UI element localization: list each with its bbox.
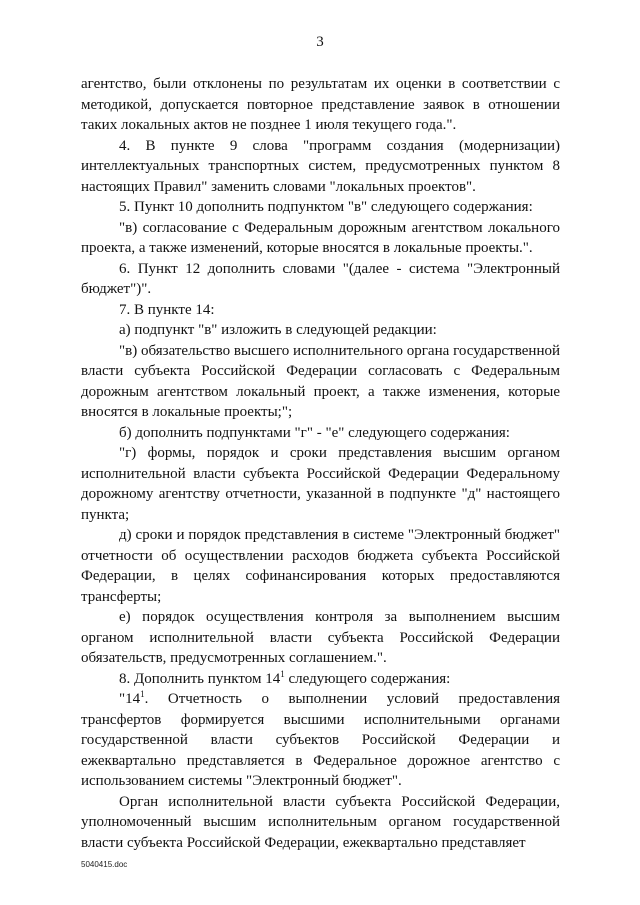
paragraph-subitem-g: "г) формы, порядок и сроки представления высшим органом исполнительной власти субъекта Российской Федерации Федеральному дорожному агентству отчетности, указанной в подпункте "д" настоящего пункта; <box>81 445 560 523</box>
page-number: 3 <box>316 34 324 50</box>
paragraph-item-14-1 <box>81 689 560 792</box>
paragraph-item-14-1-sup: 1 <box>140 689 145 699</box>
paragraph-item-8 <box>81 669 560 690</box>
paragraph-item-7b: б) дополнить подпунктами "г" - "е" следующего содержания: <box>119 424 510 441</box>
paragraph-subitem-e: е) порядок осуществления контроля за выполнением высшим органом исполнительной власти субъекта Российской Федерации обязательств, предусмотренных соглашением.". <box>81 609 560 666</box>
paragraph-subitem-d: д) сроки и порядок представления в системе "Электронный бюджет" отчетности об осуществлении расходов бюджета субъекта Российской Федерации, в целях софинансирования которых предоставляются трансферты; <box>81 527 560 605</box>
paragraph-item-5: 5. Пункт 10 дополнить подпунктом "в" следующего содержания: <box>119 199 533 215</box>
paragraph-item-14-1-after: . Отчетность о выполнении условий предоставления трансфертов формируется высшими исполнительными органами государственной власти субъектов Российской Федерации и ежеквартально представляется в Федеральное дорожное агентство с использованием системы "Электронный бюджет". <box>81 691 560 789</box>
paragraph-item-4: 4. В пункте 9 слова "программ создания (модернизации) интеллектуальных транспортных систем, предусмотренных пунктом 8 настоящих Правил" заменить словами "локальных проектов". <box>81 137 560 195</box>
paragraph-continuation: агентство, были отклонены по результатам их оценки в соответствии с методикой, допускается повторное представление заявок в отношении таких локальных актов не позднее 1 июля текущего года.". <box>81 76 560 133</box>
paragraph-item-7: 7. В пункте 14: <box>119 301 215 318</box>
footer-filename: 5040415.doc <box>81 860 128 869</box>
document-body <box>81 74 560 853</box>
paragraph-item-7a: а) подпункт "в" изложить в следующей редакции: <box>119 322 437 338</box>
paragraph-item-6: 6. Пункт 12 дополнить словами "(далее - система "Электронный бюджет")". <box>81 260 560 297</box>
paragraph-item-8-after: следующего содержания: <box>284 670 451 687</box>
paragraph-item-14-1-before: "14 <box>119 691 141 707</box>
paragraph-last: Орган исполнительной власти субъекта Российской Федерации, уполномоченный высшим исполнительным органом государственной власти субъекта Российской Федерации, ежеквартально представляет <box>81 793 560 851</box>
paragraph-item-8-sup: 1 <box>280 668 285 679</box>
paragraph-item-5-text: "в) согласование с Федеральным дорожным агентством локального проекта, а также изменений, которые вносятся в локальные проекты.". <box>81 219 560 256</box>
paragraph-item-7a-text: "в) обязательство высшего исполнительного органа государственной власти субъекта Российской Федерации согласовать с Федеральным дорожным агентством локальный проект, а также изменения, которые вносятся в локальные проекты;"; <box>81 342 560 420</box>
paragraph-item-8-before: 8. Дополнить пунктом 14 <box>119 670 281 687</box>
